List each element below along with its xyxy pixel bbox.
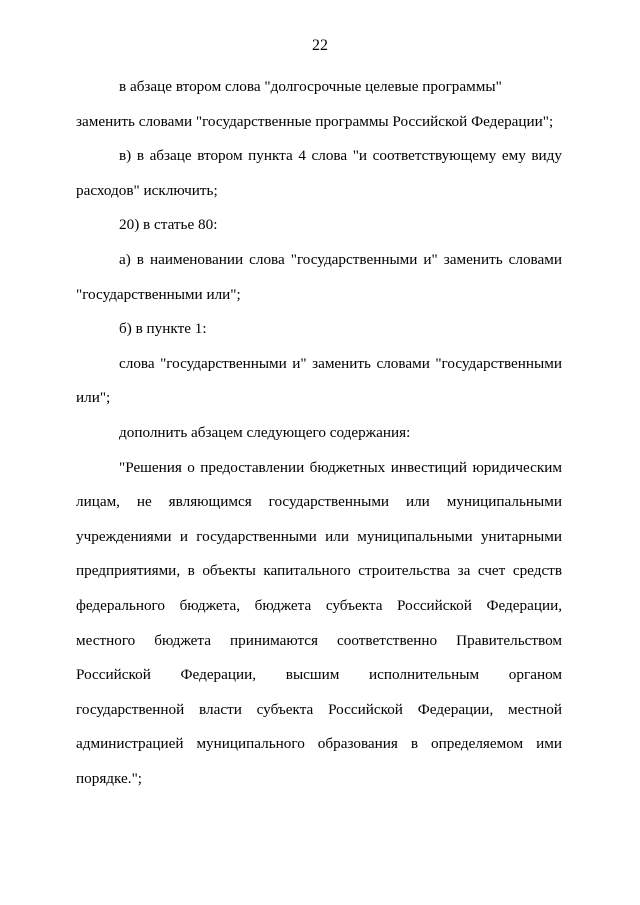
- paragraph-item-20: 20) в статье 80:: [119, 216, 218, 234]
- paragraph-add-abstract: дополнить абзацем следующего содержания:: [119, 423, 411, 441]
- paragraph-item-v: в) в абзаце втором пункта 4 слова "и соответствующему ему виду расходов" исключить;: [76, 147, 562, 199]
- paragraph-replace-words: слова "государственными и" заменить словами "государственными или";: [76, 354, 562, 407]
- paragraph-replace-long-term-programs: в абзаце втором слова "долгосрочные целевые программы" заменить словами "государственные программы Российской Федерации";: [76, 78, 554, 130]
- page-number: 22: [312, 37, 328, 54]
- document-body: [76, 70, 562, 796]
- paragraph-item-b: б) в пункте 1:: [119, 320, 207, 338]
- paragraph-quoted-decision: "Решения о предоставлении бюджетных инвестиций юридическим лицам, не являющимся государственными или муниципальными учреждениями и государственными или муниципальными унитарными предприятиями, в объекты капитального строительства за счет средств федерального бюджета, бюджета субъекта Российской Федерации, местного бюджета принимаются соответственно Правительством Российской Федерации, высшим исполнительным органом государственной власти субъекта Российской Федерации, местной администрацией муниципального образования в определяемом ими порядке.";: [76, 458, 562, 787]
- paragraph-item-a: а) в наименовании слова "государственными и" заменить словами "государственными или";: [76, 250, 562, 303]
